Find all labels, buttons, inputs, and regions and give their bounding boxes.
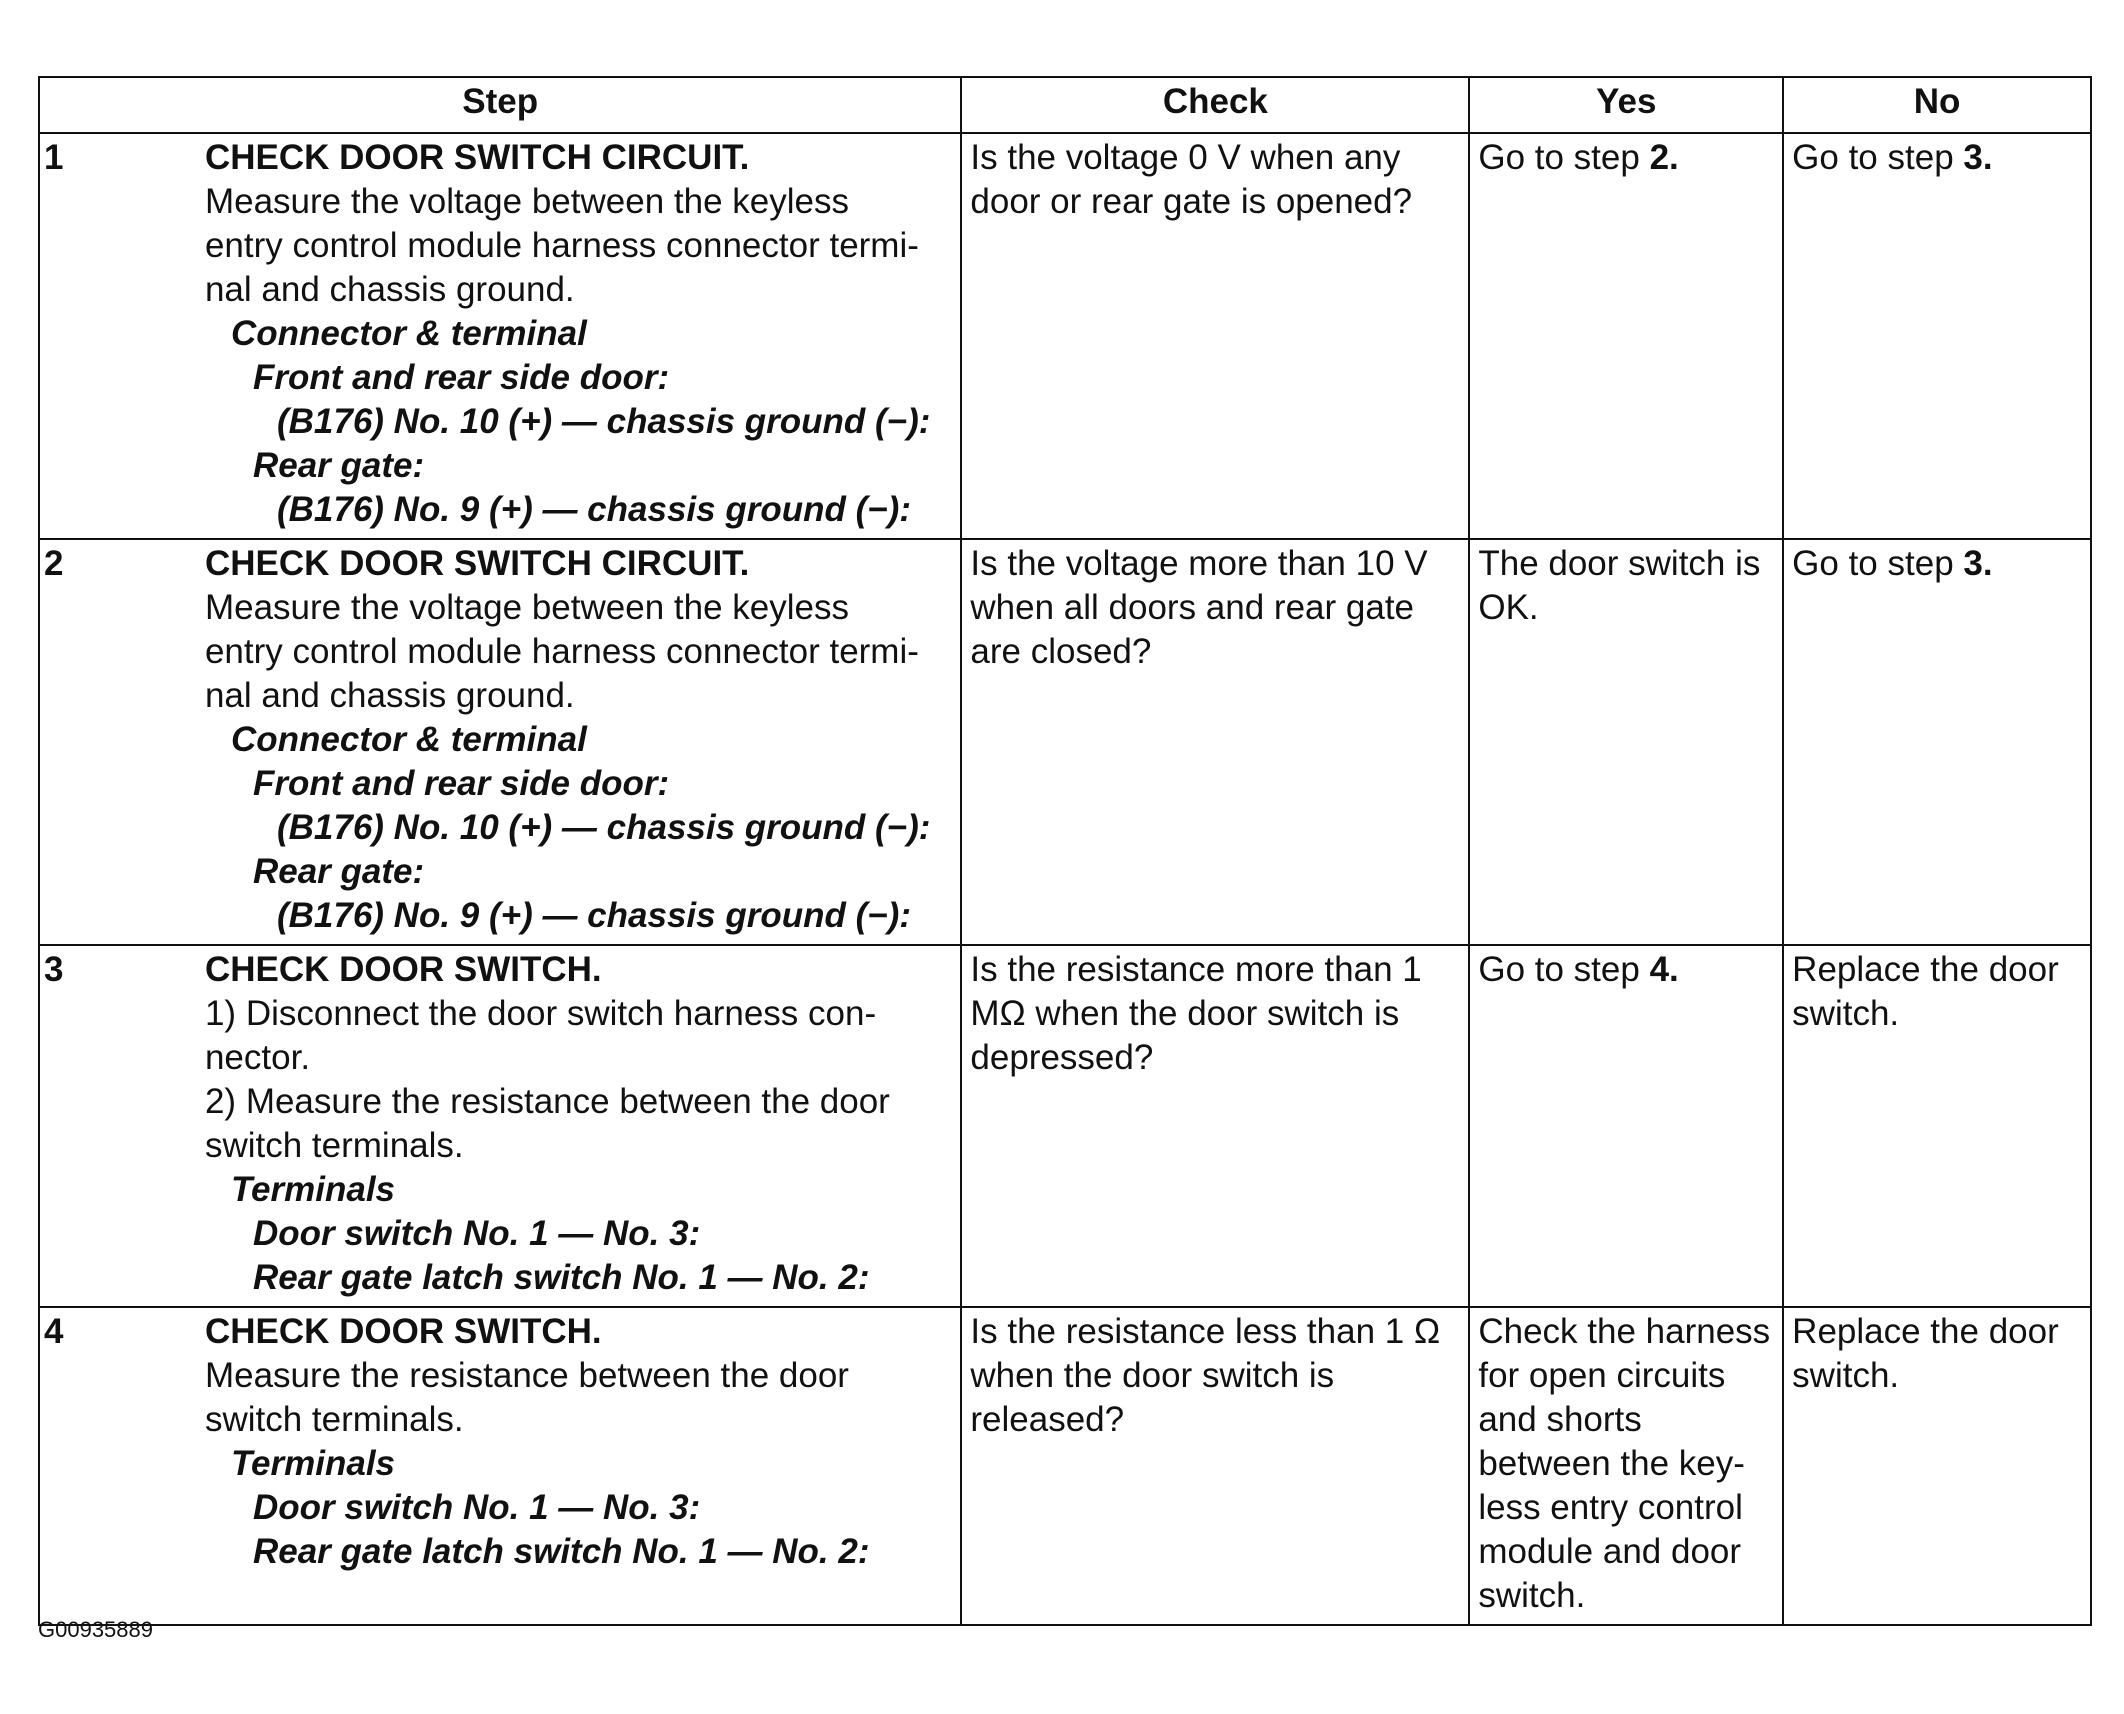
- spec-heading: Connector & terminal: [230, 720, 587, 759]
- spec-label: Door switch No. 1 — No. 3:: [252, 1488, 701, 1527]
- spec-label: Door switch No. 1 — No. 3:: [252, 1214, 701, 1253]
- table-row: [39, 945, 2091, 1307]
- yes-text: Go to step: [1478, 138, 1650, 177]
- no-cell: [1783, 945, 2091, 1307]
- header-step: Step: [39, 77, 961, 133]
- step-title: CHECK DOOR SWITCH.: [204, 950, 602, 989]
- step-cell: [205, 539, 961, 945]
- step-title: CHECK DOOR SWITCH.: [204, 1312, 602, 1351]
- step-cell: [205, 945, 961, 1307]
- step-body-line: Measure the voltage between the keyless: [204, 182, 849, 221]
- step-body-line: switch terminals.: [204, 1126, 464, 1165]
- spec-label: Front and rear side door:: [252, 764, 670, 803]
- no-text: Replace the door switch.: [1792, 950, 2059, 1033]
- step-body-line: 1) Disconnect the door switch harness con-: [204, 994, 877, 1033]
- spec-heading: Terminals: [230, 1170, 396, 1209]
- spec-value: (B176) No. 9 (+) — chassis ground (−):: [276, 490, 911, 529]
- step-cell: [205, 133, 961, 539]
- table-row: [39, 539, 2091, 945]
- table-row: [39, 1307, 2091, 1625]
- spec-label: Rear gate latch switch No. 1 — No. 2:: [252, 1258, 870, 1297]
- step-number: 3: [39, 945, 205, 1307]
- yes-text: The door switch is OK.: [1478, 544, 1761, 627]
- check-cell: [961, 539, 1469, 945]
- spec-label: Front and rear side door:: [252, 358, 670, 397]
- yes-text: Check the harness for open circuits and shorts between the key-less entry control module and door switch.: [1478, 1312, 1771, 1615]
- step-body-line: Measure the resistance between the door: [204, 1356, 849, 1395]
- step-body-line: entry control module harness connector termi-: [204, 632, 919, 671]
- spec-value: (B176) No. 10 (+) — chassis ground (−):: [276, 808, 931, 847]
- step-body-line: switch terminals.: [204, 1400, 464, 1439]
- header-yes: Yes: [1469, 77, 1783, 133]
- step-number: 1: [39, 133, 205, 539]
- spec-label: Rear gate latch switch No. 1 — No. 2:: [252, 1532, 870, 1571]
- diagnostic-table: [38, 76, 2092, 1626]
- step-title: CHECK DOOR SWITCH CIRCUIT.: [204, 138, 750, 177]
- step-body-line: nector.: [204, 1038, 311, 1077]
- check-text: Is the voltage more than 10 V when all doors and rear gate are closed?: [970, 544, 1428, 671]
- yes-cell: [1469, 945, 1783, 1307]
- step-cell: [205, 1307, 961, 1625]
- check-text: Is the resistance less than 1 Ω when the door switch is released?: [970, 1312, 1441, 1439]
- spec-value: (B176) No. 10 (+) — chassis ground (−):: [276, 402, 931, 441]
- step-body-line: nal and chassis ground.: [204, 270, 575, 309]
- header-row: [39, 77, 2091, 133]
- no-step-ref: 3.: [1963, 138, 1993, 177]
- header-no: No: [1783, 77, 2091, 133]
- table-row: [39, 133, 2091, 539]
- step-body-line: Measure the voltage between the keyless: [204, 588, 849, 627]
- spec-label: Rear gate:: [252, 852, 425, 891]
- no-text: Replace the door switch.: [1792, 1312, 2059, 1395]
- spec-value: (B176) No. 9 (+) — chassis ground (−):: [276, 896, 911, 935]
- check-cell: [961, 133, 1469, 539]
- yes-cell: [1469, 1307, 1783, 1625]
- no-text: Go to step: [1792, 544, 1964, 583]
- check-cell: [961, 945, 1469, 1307]
- spec-heading: Connector & terminal: [230, 314, 587, 353]
- step-body-line: entry control module harness connector termi-: [204, 226, 919, 265]
- check-cell: [961, 1307, 1469, 1625]
- figure-id: G00935889: [38, 1617, 153, 1642]
- yes-step-ref: 2.: [1649, 138, 1679, 177]
- step-title: CHECK DOOR SWITCH CIRCUIT.: [204, 544, 750, 583]
- step-body-line: nal and chassis ground.: [204, 676, 575, 715]
- no-cell: [1783, 133, 2091, 539]
- spec-heading: Terminals: [230, 1444, 396, 1483]
- check-text: Is the voltage 0 V when any door or rear gate is opened?: [970, 138, 1413, 221]
- step-body-line: 2) Measure the resistance between the door: [204, 1082, 890, 1121]
- no-step-ref: 3.: [1963, 544, 1993, 583]
- yes-step-ref: 4.: [1649, 950, 1679, 989]
- check-text: Is the resistance more than 1 MΩ when the door switch is depressed?: [970, 950, 1422, 1077]
- yes-cell: [1469, 133, 1783, 539]
- no-cell: [1783, 539, 2091, 945]
- spec-label: Rear gate:: [252, 446, 425, 485]
- step-number: 2: [39, 539, 205, 945]
- header-check: Check: [961, 77, 1469, 133]
- no-cell: [1783, 1307, 2091, 1625]
- no-text: Go to step: [1792, 138, 1964, 177]
- yes-cell: [1469, 539, 1783, 945]
- yes-text: Go to step: [1478, 950, 1650, 989]
- step-number: 4: [39, 1307, 205, 1625]
